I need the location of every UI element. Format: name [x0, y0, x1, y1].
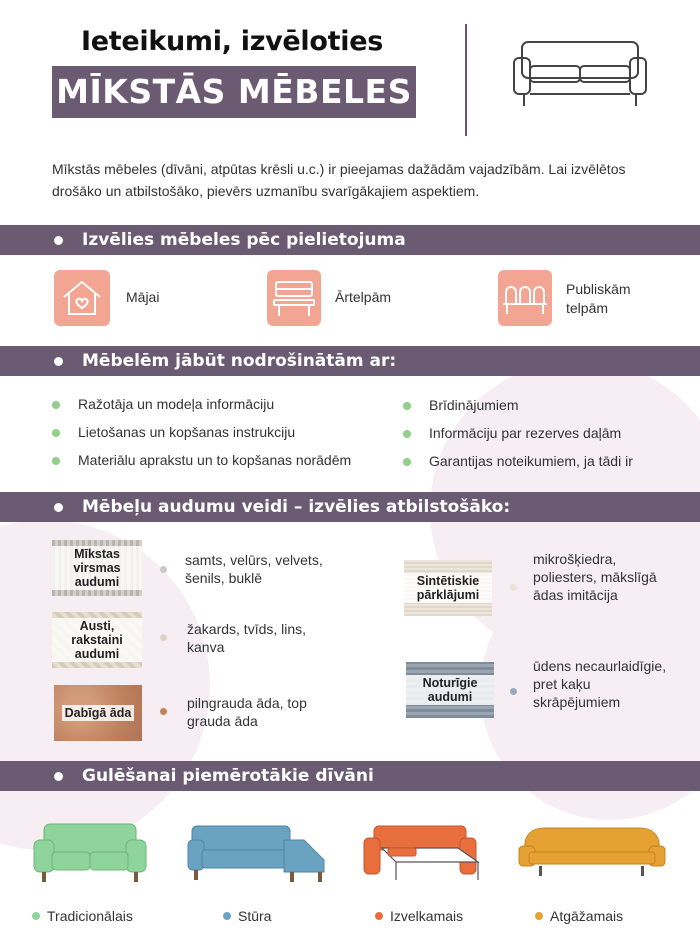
fabric-description: ūdens necaurlaidīgie, pret kaķu skrāpējumiem	[533, 658, 667, 710]
bench-icon	[267, 270, 321, 326]
fabric-dot	[160, 634, 167, 641]
section-title: Mēbelēm jābūt nodrošinātām ar:	[82, 351, 397, 371]
usage-label: Ārtelpām	[335, 289, 392, 305]
fabric-swatch	[52, 612, 142, 668]
fabric-dot	[510, 584, 517, 591]
section-title: Mēbeļu audumu veidi – izvēlies atbilstošāko:	[82, 497, 511, 517]
usage-item-outdoor	[267, 270, 447, 326]
bullet-dot	[403, 458, 411, 466]
section-title: Gulēšanai piemērotākie dīvāni	[82, 766, 374, 786]
header-divider	[465, 24, 467, 136]
header	[0, 0, 700, 150]
usage-label: Mājai	[126, 289, 160, 305]
fabric-name: Mīkstas virsmas audumi	[52, 546, 142, 590]
usage-label: Publiskām telpām	[566, 281, 631, 316]
section-usage-header	[0, 225, 700, 255]
fabric-swatch	[406, 662, 494, 718]
bullet-dot	[403, 430, 411, 438]
fabric-dot	[160, 708, 167, 715]
fabric-name: Sintētiskie pārklājumi	[404, 573, 492, 603]
fabric-swatch	[52, 540, 142, 596]
traditional-sofa-image	[30, 818, 150, 890]
sofa-label: Tradicionālais	[32, 908, 133, 924]
fabric-dot	[510, 688, 517, 695]
usage-item-home	[54, 270, 234, 326]
fabric-swatch	[404, 560, 492, 616]
sofa-bullet	[223, 912, 231, 920]
seats-icon	[498, 270, 552, 326]
sofa-bed-image	[360, 818, 490, 894]
sofa-bullet	[535, 912, 543, 920]
bullet-dot	[52, 401, 60, 409]
bullet-dot	[403, 402, 411, 410]
section-requirements-header	[0, 346, 700, 376]
section-fabrics-header	[0, 492, 700, 522]
title-line2: MĪKSTĀS MĒBELES	[52, 66, 416, 118]
section-title: Izvēlies mēbeles pēc pielietojuma	[82, 230, 406, 250]
sofa-label: Stūra	[223, 908, 271, 924]
fabric-description: pilngrauda āda, top grauda āda	[187, 695, 307, 729]
bullet-dot	[54, 772, 63, 781]
corner-sofa-image	[186, 818, 330, 890]
fabric-name: Dabīgā āda	[62, 705, 135, 721]
bullet-dot	[52, 429, 60, 437]
section-sleep-header	[0, 761, 700, 791]
fabric-name: Austi, rakstaini audumi	[52, 618, 142, 662]
sofa-label: Izvelkamais	[375, 908, 463, 924]
fabric-description: žakards, tvīds, lins, kanva	[187, 621, 307, 655]
bullet-dot	[54, 357, 63, 366]
fabric-swatch	[54, 685, 142, 741]
fabric-dot	[160, 566, 167, 573]
usage-item-public	[498, 270, 678, 326]
bullet-dot	[52, 457, 60, 465]
house-heart-icon	[54, 270, 110, 326]
bullet-dot	[54, 236, 63, 245]
sofa-outline-icon	[510, 36, 650, 112]
fabric-description: samts, velūrs, velvets, šenils, buklē	[185, 552, 323, 586]
intro-text: Mīkstās mēbeles (dīvāni, atpūtas krēsli u.c.) ir pieejamas dažādām vajadzībām. Lai izvēlētos drošāko un atbilstošāko, pievērs uzmanību svarīgākajiem aspektiem.	[52, 161, 626, 199]
sofa-bullet	[375, 912, 383, 920]
fabric-description: mikrošķiedra, poliesters, mākslīgā ādas imitācija	[533, 551, 657, 603]
fabric-name: Noturīgie audumi	[406, 675, 494, 705]
title-line1: Ieteikumi, izvēloties	[81, 26, 383, 57]
sofa-bullet	[32, 912, 40, 920]
sofa-label: Atgāžamais	[535, 908, 623, 924]
bullet-dot	[54, 503, 63, 512]
reclining-sofa-image	[515, 818, 669, 888]
